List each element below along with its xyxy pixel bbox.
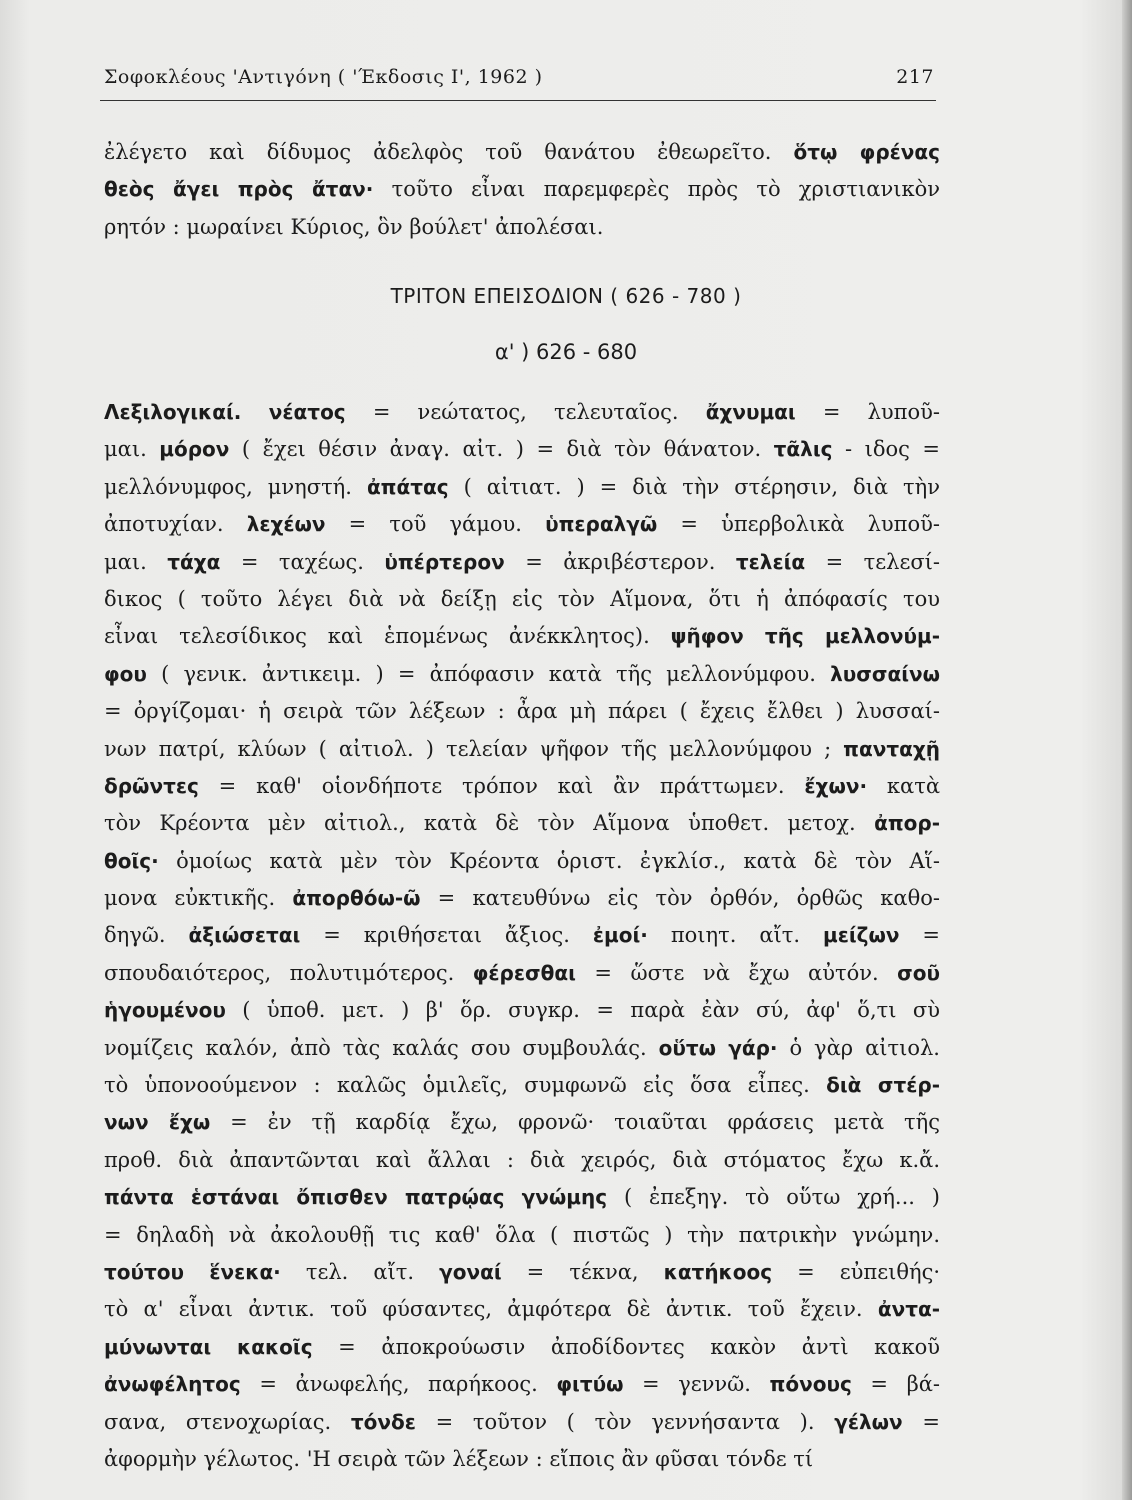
- text-line: [104, 618, 940, 655]
- text-run: ὁμοίως κατὰ μὲν τὸν Κρέοντα ὁριστ. ἐγκλίσ., κατὰ δὲ τὸν Αἵ-: [158, 848, 940, 873]
- text-line: [104, 1217, 940, 1254]
- text-run: = δηλαδὴ νὰ ἀκολουθῇ τις καθ' ὅλα ( πιστῶς ) τὴν πατρικὴν γνώμην.: [104, 1222, 940, 1247]
- text-run: = ἀποκρούωσιν ἀποδίδοντες κακὸν ἀντὶ κακοῦ: [312, 1334, 940, 1359]
- lemma-term: ἀντα-: [877, 1297, 940, 1322]
- text-run: μελλόνυμφος, μνηστή.: [104, 474, 367, 499]
- header-rule: [100, 100, 936, 101]
- text-line: [104, 731, 940, 768]
- text-run: ( γενικ. ἀντικειμ. ) = ἀπόφασιν κατὰ τῆς μελλονύμφου.: [146, 661, 831, 686]
- lemma-term: μείζων: [823, 923, 900, 948]
- text-run: ποιητ. αἴτ.: [647, 923, 823, 948]
- text-line: [104, 1441, 940, 1478]
- page-edge: [1122, 0, 1132, 1500]
- text-run: ( ἐπεξηγ. τὸ οὕτω χρή... ): [607, 1185, 940, 1210]
- text-line: [104, 506, 940, 543]
- lemma-term: λεχέων: [246, 512, 326, 537]
- running-title: Σοφοκλέους 'Αντιγόνη ( 'Έκδοσις Ι', 1962 ): [104, 66, 543, 88]
- lemma-term: τελεία: [735, 549, 806, 574]
- lemma-term: οὕτω γάρ·: [658, 1035, 778, 1060]
- lemma-term: σοῦ: [897, 960, 940, 985]
- lemma-term: ὑπέρτερον: [384, 549, 505, 574]
- lemma-term: γέλων: [834, 1409, 903, 1434]
- text-run: = τοῦ γάμου.: [325, 512, 546, 537]
- lemma-term: δρῶντες: [104, 773, 199, 798]
- text-run: δηγῶ.: [104, 923, 189, 948]
- lemma-term: πανταχῇ: [843, 736, 940, 761]
- text-line: [104, 1030, 940, 1067]
- text-line: [104, 843, 940, 880]
- text-run: ἐλέγετο καὶ δίδυμος ἀδελφὸς τοῦ θανάτου ἐθεωρεῖτο.: [104, 140, 794, 164]
- text-run: σπουδαιότερος, πολυτιμότερος.: [104, 960, 473, 985]
- text-run: =: [902, 1409, 940, 1434]
- text-run: ρητόν : μωραίνει Κύριος, ὃν βούλετ' ἀπολέσαι.: [104, 214, 604, 239]
- lemma-term: τόνδε: [350, 1409, 416, 1434]
- text-run: = τελεσί-: [805, 549, 940, 574]
- text-run: = εὐπειθής·: [772, 1259, 940, 1284]
- lemma-term: φέρεσθαι: [472, 960, 576, 985]
- text-run: ἀφορμὴν γέλωτος. 'Η σειρὰ τῶν λέξεων : εἴποις ἂν φῦσαι τόνδε τί: [104, 1446, 814, 1471]
- lemma-term: ἄχνυμαι: [705, 400, 796, 424]
- lemma-term: τούτου ἕνεκα·: [104, 1259, 281, 1284]
- lemma-term: τᾶλις: [773, 437, 833, 462]
- section-title: ΤΡΙΤΟΝ ΕΠΕΙΣΟΔΙΟΝ ( 626 - 780 ): [390, 284, 742, 308]
- lemma-term: λυσσαίνω: [830, 661, 940, 686]
- text-run: ( αἰτιατ. ) = διὰ τὴν στέρησιν, διὰ τὴν: [448, 474, 940, 499]
- lemma-term: μόρον: [159, 437, 230, 462]
- text-line: [104, 805, 940, 842]
- text-line: [104, 1404, 940, 1441]
- text-line: [104, 544, 940, 581]
- text-run: τοῦτο εἶναι παρεμφερὲς πρὸς τὸ χριστιανικὸν: [373, 177, 940, 202]
- text-line: [104, 1254, 940, 1291]
- text-line: [104, 394, 940, 431]
- lemma-term: ἀπορθόω-ῶ: [292, 886, 421, 911]
- text-run: = ἀκριβέστερον.: [504, 549, 736, 574]
- text-line: [104, 581, 940, 618]
- text-run: ὁ γὰρ αἰτιολ.: [777, 1035, 940, 1060]
- lemma-term: μύνωνται κακοῖς: [104, 1334, 313, 1359]
- text-run: μονα εὐκτικῆς.: [104, 886, 293, 911]
- lemma-term: πάντα ἑστάναι ὄπισθεν πατρῴας γνώμης: [104, 1185, 608, 1210]
- text-run: μαι.: [104, 549, 168, 574]
- text-run: δικος ( τοῦτο λέγει διὰ νὰ δείξῃ εἰς τὸν Αἵμονα, ὅτι ἡ ἀπόφασίς του: [104, 586, 940, 611]
- text-run: = κατευθύνω εἰς τὸν ὀρθόν, ὀρθῶς καθο-: [420, 886, 940, 911]
- lemma-term: ἀπάτας: [366, 474, 449, 499]
- text-run: ( ἔχει θέσιν ἀναγ. αἰτ. ) = διὰ τὸν θάνατον.: [229, 437, 774, 462]
- text-run: κατὰ: [867, 773, 940, 798]
- intro-paragraph: [104, 134, 940, 246]
- text-line: [104, 431, 940, 468]
- text-run: μαι.: [104, 437, 160, 462]
- text-line: [104, 1291, 940, 1328]
- text-line: [104, 955, 940, 992]
- lemma-term: ὑπεραλγῶ: [545, 512, 658, 537]
- text-run: εἶναι τελεσίδικος καὶ ἑπομένως ἀνέκκλητος).: [104, 624, 671, 649]
- text-run: = λυποῦ-: [795, 400, 940, 424]
- lemma-term: ἀπορ-: [874, 811, 940, 836]
- text-run: = ἐν τῇ καρδίᾳ ἔχω, φρονῶ· τοιαῦται φράσεις μετὰ τῆς: [210, 1110, 940, 1135]
- text-line: [104, 992, 940, 1029]
- text-run: = ἀνωφελής, παρήκοος.: [240, 1372, 557, 1397]
- lemma-term: ἡγουμένου: [104, 998, 226, 1023]
- text-run: τὸ α' εἶναι ἀντικ. τοῦ φύσαντες, ἀμφότερα δὲ ἀντικ. τοῦ ἔχειν.: [104, 1297, 878, 1322]
- lemma-term: ψῆφον τῆς μελλονύμ-: [670, 624, 940, 649]
- lemma-term: πόνους: [769, 1372, 852, 1397]
- text-line: [104, 171, 940, 208]
- text-run: προθ. διὰ ἀπαντῶνται καὶ ἄλλαι : διὰ χειρός, διὰ στόματος ἔχω κ.ἄ.: [104, 1147, 940, 1172]
- lemma-term: ἐμοί·: [592, 923, 648, 948]
- text-line: [104, 209, 940, 246]
- text-run: = γεννῶ.: [623, 1372, 770, 1397]
- lemma-term: ἀξιώσεται: [188, 923, 301, 948]
- lemma-term: διὰ στέρ-: [826, 1073, 940, 1098]
- text-run: =: [899, 923, 940, 948]
- text-line: [104, 917, 940, 954]
- text-line: [104, 1067, 940, 1104]
- lemma-term: φιτύω: [556, 1372, 624, 1397]
- text-line: [104, 1104, 940, 1141]
- text-line: [104, 693, 940, 730]
- text-run: τὸν Κρέοντα μὲν αἰτιολ., κατὰ δὲ τὸν Αἵμονα ὑποθετ. μετοχ.: [104, 811, 875, 836]
- text-run: ( ὑποθ. μετ. ) β' ὅρ. συγκρ. = παρὰ ἐὰν σύ, ἀφ' ὅ,τι σὺ: [225, 998, 940, 1023]
- text-line: [104, 880, 940, 917]
- lemma-term: ἔχων·: [804, 773, 868, 798]
- lemma-term: ὅτῳ φρένας: [793, 140, 940, 164]
- text-run: - ιδος =: [832, 437, 940, 462]
- text-line: [104, 1142, 940, 1179]
- lemma-term: νων ἔχω: [104, 1110, 211, 1135]
- text-line: [104, 768, 940, 805]
- text-run: = ταχέως.: [220, 549, 385, 574]
- text-line: [104, 134, 940, 171]
- text-run: = νεώτατος, τελευταῖος.: [345, 400, 706, 424]
- text-line: [104, 469, 940, 506]
- text-run: = τοῦτον ( τὸν γεννήσαντα ).: [415, 1409, 835, 1434]
- text-line: [104, 656, 940, 693]
- text-run: = ὑπερβολικὰ λυποῦ-: [657, 512, 940, 537]
- text-line: [104, 1329, 940, 1366]
- lemma-term: τάχα: [167, 549, 221, 574]
- text-line: [104, 1366, 940, 1403]
- text-run: τὸ ὑπονοούμενον : καλῶς ὁμιλεῖς, συμφωνῶ εἰς ὅσα εἶπες.: [104, 1073, 827, 1098]
- lemma-term: Λεξιλογικαί. νέατος: [104, 400, 346, 424]
- text-run: = ὀργίζομαι· ἡ σειρὰ τῶν λέξεων : ἆρα μὴ πάρει ( ἔχεις ἔλθει ) λυσσαί-: [104, 699, 940, 724]
- page-number: 217: [896, 66, 934, 88]
- text-run: σανα, στενοχωρίας.: [104, 1409, 351, 1434]
- text-run: = βά-: [851, 1372, 940, 1397]
- running-header: [104, 66, 934, 98]
- glossary-paragraph: [104, 394, 940, 1478]
- text-run: = ὥστε νὰ ἔχω αὐτόν.: [575, 960, 898, 985]
- text-line: [104, 1179, 940, 1216]
- lemma-term: ἀνωφέλητος: [104, 1372, 241, 1397]
- text-run: νων πατρί, κλύων ( αἰτιολ. ) τελείαν ψῆφον τῆς μελλονύμφου ;: [104, 736, 844, 761]
- lemma-term: γοναί: [439, 1259, 502, 1284]
- text-run: = κριθήσεται ἄξιος.: [300, 923, 593, 948]
- text-run: = καθ' οἱονδήποτε τρόπον καὶ ἂν πράττωμεν.: [198, 773, 805, 798]
- subsection-title: α' ) 626 - 680: [494, 340, 638, 364]
- lemma-term: θεὸς ἄγει πρὸς ἄταν·: [104, 177, 374, 202]
- lemma-term: φου: [104, 661, 147, 686]
- lemma-term: κατήκοος: [663, 1259, 773, 1284]
- text-run: νομίζεις καλόν, ἀπὸ τὰς καλάς σου συμβουλάς.: [104, 1035, 659, 1060]
- text-run: τελ. αἴτ.: [280, 1259, 440, 1284]
- lemma-term: θοῖς·: [104, 848, 159, 873]
- text-run: ἀποτυχίαν.: [104, 512, 247, 537]
- text-run: = τέκνα,: [501, 1259, 664, 1284]
